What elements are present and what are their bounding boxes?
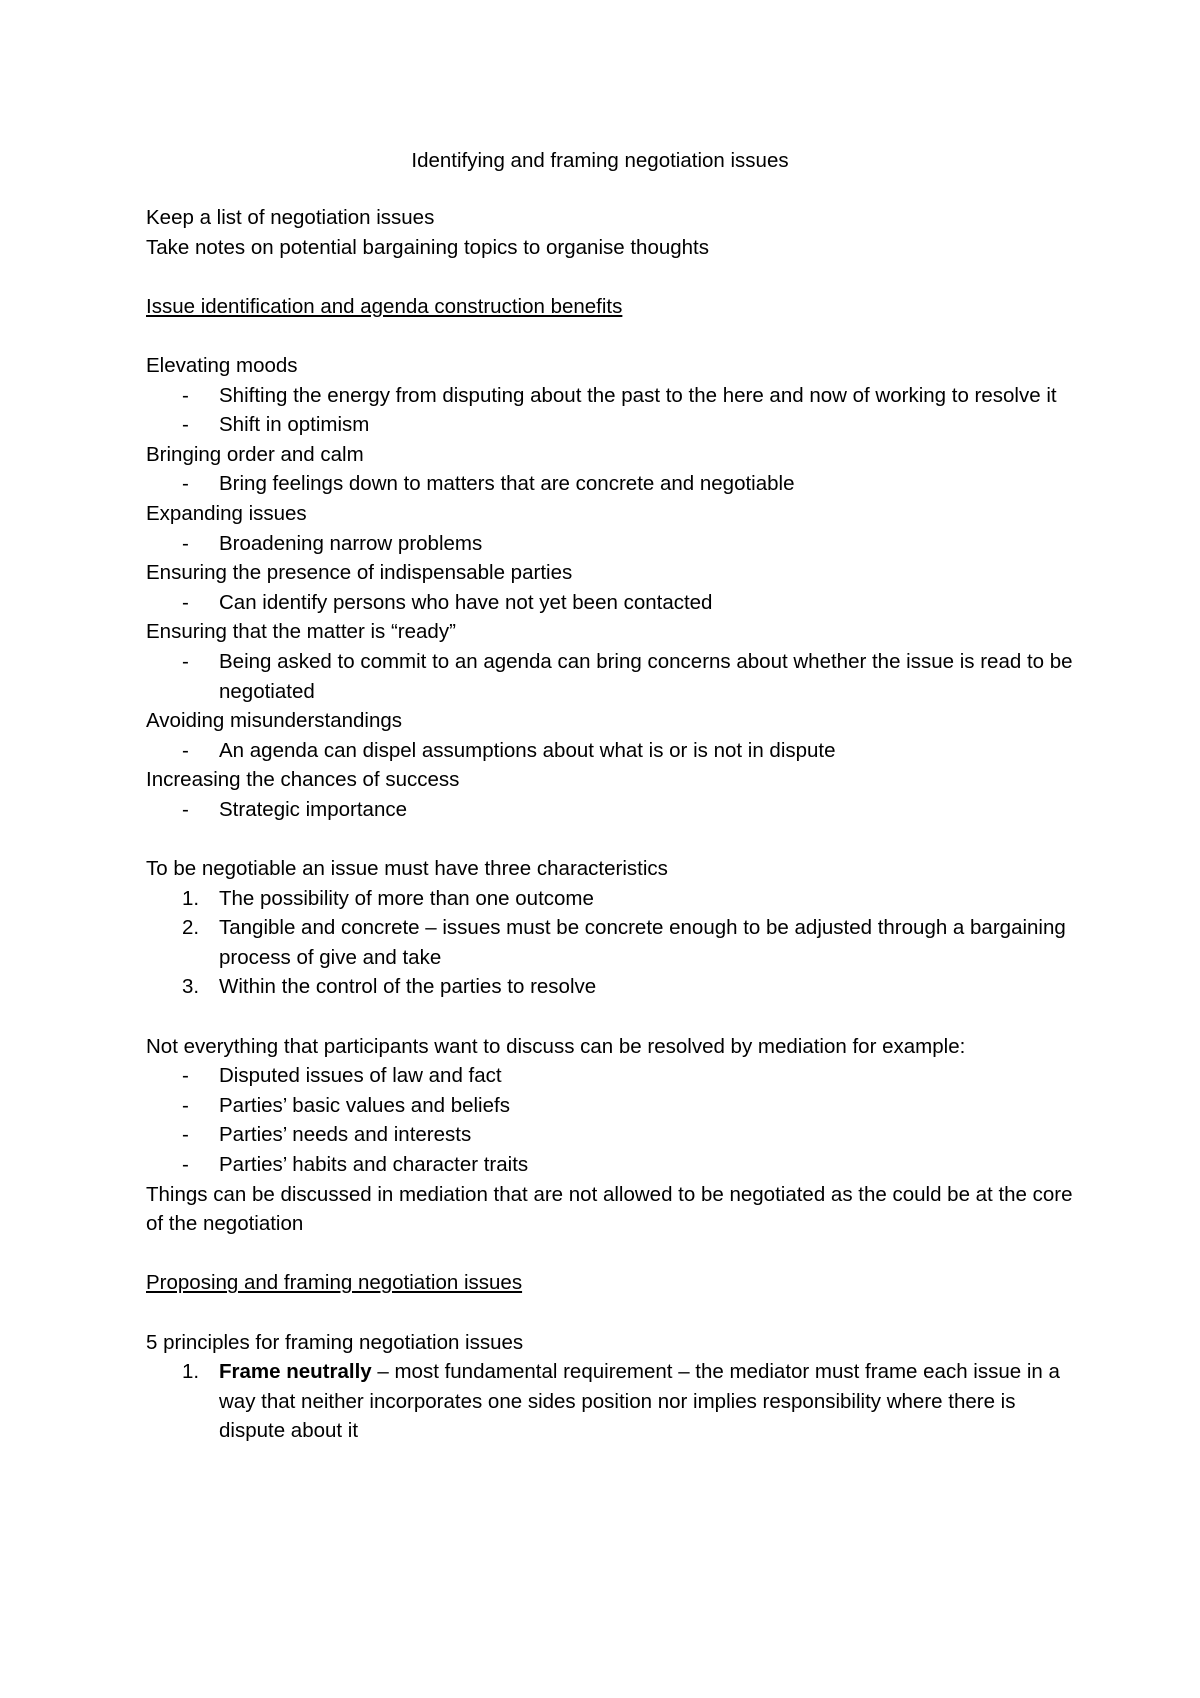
- characteristics-intro: To be negotiable an issue must have three characteristics: [146, 857, 668, 881]
- dash-marker: -: [182, 1064, 189, 1088]
- bullet-text: Bring feelings down to matters that are concrete and negotiable: [219, 472, 795, 496]
- things-note: Things can be discussed in mediation that are not allowed to be negotiated as the could be at the core of the negotiation: [146, 1182, 1073, 1236]
- benefit-heading: Increasing the chances of success: [146, 768, 460, 792]
- principle-description: – most fundamental requirement – the mediator must frame each issue in a way that neither incorporates one sides position nor implies responsibility where there is dispute about it: [219, 1360, 1060, 1443]
- bullet-item: [146, 588, 1076, 618]
- dash-marker: -: [182, 472, 189, 496]
- bullet-text: Strategic importance: [219, 797, 408, 821]
- document-title: Identifying and framing negotiation issues: [411, 149, 789, 172]
- not-everything-intro: Not everything that participants want to discuss can be resolved by mediation for example:: [146, 1034, 966, 1058]
- numbered-text: Within the control of the parties to resolve: [219, 975, 597, 999]
- benefit-heading: Ensuring that the matter is “ready”: [146, 620, 456, 644]
- dash-marker: -: [182, 1123, 189, 1147]
- bullet-text: Can identify persons who have not yet been contacted: [219, 590, 713, 614]
- bullet-item: [146, 1150, 1076, 1180]
- benefit-heading: Avoiding misunderstandings: [146, 709, 403, 733]
- dash-marker: -: [182, 649, 189, 673]
- section-heading-proposing-framing: Proposing and framing negotiation issues: [146, 1271, 523, 1295]
- number-marker: 3.: [182, 975, 200, 999]
- bullet-item: [146, 1091, 1076, 1121]
- bullet-text: Parties’ basic values and beliefs: [219, 1093, 510, 1117]
- benefit-heading: Bringing order and calm: [146, 442, 364, 466]
- dash-marker: -: [182, 413, 189, 437]
- intro-line-2: Take notes on potential bargaining topics to organise thoughts: [146, 235, 709, 259]
- bullet-item: [146, 647, 1076, 706]
- document-body: [146, 203, 1076, 1446]
- bullet-text: Broadening narrow problems: [219, 531, 483, 555]
- bullet-item: [146, 1120, 1076, 1150]
- section-heading-issue-identification: Issue identification and agenda construction benefits: [146, 294, 623, 318]
- numbered-text: The possibility of more than one outcome: [219, 886, 594, 910]
- bullet-text: Parties’ habits and character traits: [219, 1153, 529, 1176]
- dash-marker: -: [182, 1153, 189, 1176]
- numbered-text: Tangible and concrete – issues must be concrete enough to be adjusted through a bargaining process of give and take: [219, 916, 1066, 969]
- number-marker: 1.: [182, 886, 200, 910]
- bullet-item: [146, 736, 1076, 766]
- dash-marker: -: [182, 738, 189, 762]
- numbered-item: [146, 972, 1076, 1002]
- dash-marker: -: [182, 1093, 189, 1117]
- bullet-item: [146, 469, 1076, 499]
- numbered-item: [146, 1357, 1076, 1446]
- numbered-text: [219, 1360, 1060, 1442]
- intro-line-1: Keep a list of negotiation issues: [146, 206, 435, 229]
- numbered-item: [146, 913, 1076, 972]
- bullet-text: An agenda can dispel assumptions about what is or is not in dispute: [219, 738, 836, 762]
- dash-marker: -: [182, 531, 189, 555]
- number-marker: 2.: [182, 916, 200, 940]
- benefit-heading: Expanding issues: [146, 501, 307, 525]
- bullet-text: Shifting the energy from disputing about the past to the here and now of working to resolve it: [219, 383, 1057, 407]
- bullet-item: [146, 410, 1076, 440]
- bullet-item: [146, 529, 1076, 559]
- numbered-item: [146, 884, 1076, 914]
- principles-intro: 5 principles for framing negotiation issues: [146, 1330, 524, 1354]
- dash-marker: -: [182, 590, 189, 614]
- benefit-heading: Ensuring the presence of indispensable parties: [146, 561, 573, 585]
- dash-marker: -: [182, 797, 189, 821]
- bullet-text: Parties’ needs and interests: [219, 1123, 472, 1147]
- bullet-text: Shift in optimism: [219, 413, 370, 437]
- bullet-text: Disputed issues of law and fact: [219, 1064, 502, 1088]
- number-marker: 1.: [182, 1360, 200, 1384]
- dash-marker: -: [182, 383, 189, 407]
- principle-bold-term: Frame neutrally: [219, 1360, 372, 1384]
- bullet-item: [146, 381, 1076, 411]
- bullet-item: [146, 795, 1076, 825]
- benefit-heading: Elevating moods: [146, 353, 298, 377]
- bullet-text: Being asked to commit to an agenda can bring concerns about whether the issue is read to be negotiated: [219, 649, 1073, 703]
- bullet-item: [146, 1061, 1076, 1091]
